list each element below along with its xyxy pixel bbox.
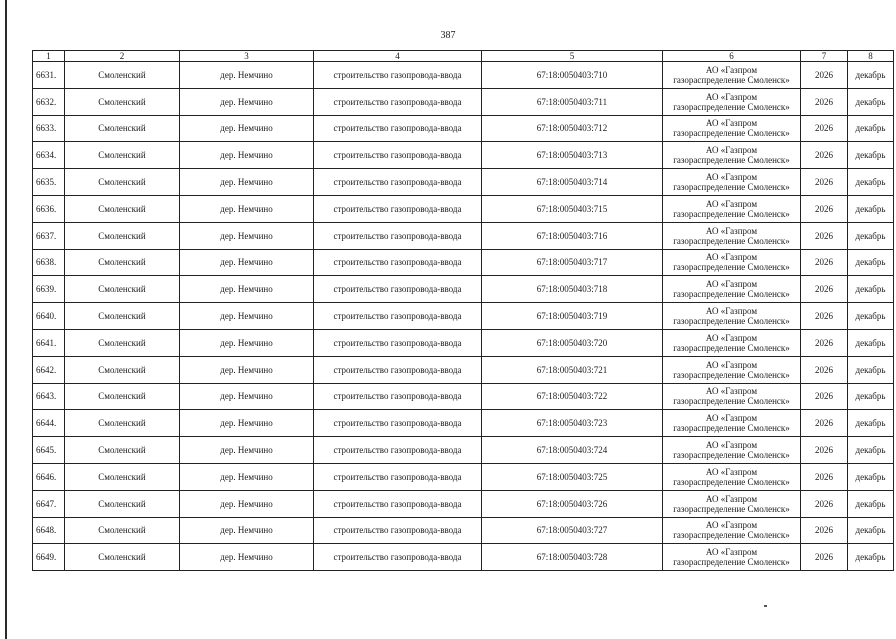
- table-row: [33, 463, 894, 490]
- district-cell: Смоленский: [65, 329, 180, 356]
- work-type-cell: строительство газопровода-ввода: [314, 437, 482, 464]
- row-number-cell: 6641.: [33, 329, 65, 356]
- organization-cell: [663, 222, 801, 249]
- table-row: [33, 410, 894, 437]
- cadastral-number-cell: 67:18:0050403:726: [482, 490, 663, 517]
- month-cell: декабрь: [848, 115, 894, 142]
- district-cell: Смоленский: [65, 356, 180, 383]
- cadastral-number-cell: 67:18:0050403:721: [482, 356, 663, 383]
- row-number-cell: 6640.: [33, 303, 65, 330]
- district-cell: Смоленский: [65, 544, 180, 571]
- month-cell: декабрь: [848, 169, 894, 196]
- month-cell: декабрь: [848, 195, 894, 222]
- month-cell: декабрь: [848, 490, 894, 517]
- month-cell: декабрь: [848, 544, 894, 571]
- district-cell: Смоленский: [65, 115, 180, 142]
- organization-line: АО «Газпром: [705, 64, 758, 75]
- year-cell: 2026: [801, 222, 848, 249]
- work-type-cell: строительство газопровода-ввода: [314, 383, 482, 410]
- cadastral-number-cell: 67:18:0050403:711: [482, 88, 663, 115]
- month-cell: декабрь: [848, 88, 894, 115]
- organization-line: газораспределение Смоленск»: [673, 557, 790, 568]
- page-number: 387: [440, 30, 456, 41]
- organization-cell: [663, 356, 801, 383]
- month-cell: декабрь: [848, 463, 894, 490]
- work-type-cell: строительство газопровода-ввода: [314, 195, 482, 222]
- organization-line: АО «Газпром: [705, 386, 758, 397]
- month-cell: декабрь: [848, 517, 894, 544]
- organization-line: АО «Газпром: [705, 118, 758, 129]
- locality-cell: дер. Немчино: [180, 222, 314, 249]
- column-header: 8: [848, 51, 894, 62]
- row-number-cell: 6648.: [33, 517, 65, 544]
- work-type-cell: строительство газопровода-ввода: [314, 142, 482, 169]
- organization-cell: [663, 517, 801, 544]
- work-type-cell: строительство газопровода-ввода: [314, 463, 482, 490]
- organization-cell: [663, 544, 801, 571]
- cadastral-number-cell: 67:18:0050403:718: [482, 276, 663, 303]
- locality-cell: дер. Немчино: [180, 356, 314, 383]
- year-cell: 2026: [801, 249, 848, 276]
- organization-cell: [663, 463, 801, 490]
- district-cell: Смоленский: [65, 195, 180, 222]
- district-cell: Смоленский: [65, 437, 180, 464]
- table-row: [33, 544, 894, 571]
- year-cell: 2026: [801, 437, 848, 464]
- column-header: 4: [314, 51, 482, 62]
- column-header: 5: [482, 51, 663, 62]
- organization-line: АО «Газпром: [705, 466, 758, 477]
- table-row: [33, 329, 894, 356]
- table-row: [33, 276, 894, 303]
- organization-line: газораспределение Смоленск»: [673, 101, 790, 112]
- row-number-cell: 6633.: [33, 115, 65, 142]
- organization-line: АО «Газпром: [705, 252, 758, 263]
- table-row: [33, 195, 894, 222]
- work-type-cell: строительство газопровода-ввода: [314, 169, 482, 196]
- district-cell: Смоленский: [65, 169, 180, 196]
- month-cell: декабрь: [848, 222, 894, 249]
- organization-line: газораспределение Смоленск»: [673, 342, 790, 353]
- cadastral-number-cell: 67:18:0050403:727: [482, 517, 663, 544]
- work-type-cell: строительство газопровода-ввода: [314, 544, 482, 571]
- work-type-cell: строительство газопровода-ввода: [314, 276, 482, 303]
- organization-line: газораспределение Смоленск»: [673, 74, 790, 85]
- work-type-cell: строительство газопровода-ввода: [314, 303, 482, 330]
- table-row: [33, 115, 894, 142]
- year-cell: 2026: [801, 195, 848, 222]
- year-cell: 2026: [801, 356, 848, 383]
- organization-cell: [663, 303, 801, 330]
- district-cell: Смоленский: [65, 517, 180, 544]
- organization-line: газораспределение Смоленск»: [673, 128, 790, 139]
- locality-cell: дер. Немчино: [180, 195, 314, 222]
- locality-cell: дер. Немчино: [180, 544, 314, 571]
- organization-line: газораспределение Смоленск»: [673, 476, 790, 487]
- organization-cell: [663, 88, 801, 115]
- cadastral-number-cell: 67:18:0050403:719: [482, 303, 663, 330]
- table-row: [33, 249, 894, 276]
- table-row: [33, 383, 894, 410]
- row-number-cell: 6639.: [33, 276, 65, 303]
- organization-line: АО «Газпром: [705, 413, 758, 424]
- month-cell: декабрь: [848, 329, 894, 356]
- table-header-row: [33, 51, 894, 62]
- cadastral-number-cell: 67:18:0050403:712: [482, 115, 663, 142]
- year-cell: 2026: [801, 276, 848, 303]
- organization-line: газораспределение Смоленск»: [673, 155, 790, 166]
- district-cell: Смоленский: [65, 383, 180, 410]
- work-type-cell: строительство газопровода-ввода: [314, 62, 482, 89]
- locality-cell: дер. Немчино: [180, 437, 314, 464]
- locality-cell: дер. Немчино: [180, 88, 314, 115]
- locality-cell: дер. Немчино: [180, 303, 314, 330]
- row-number-cell: 6649.: [33, 544, 65, 571]
- locality-cell: дер. Немчино: [180, 249, 314, 276]
- month-cell: декабрь: [848, 356, 894, 383]
- page-edge-line: [5, 0, 7, 639]
- organization-cell: [663, 276, 801, 303]
- locality-cell: дер. Немчино: [180, 410, 314, 437]
- table-row: [33, 169, 894, 196]
- work-type-cell: строительство газопровода-ввода: [314, 249, 482, 276]
- work-type-cell: строительство газопровода-ввода: [314, 356, 482, 383]
- year-cell: 2026: [801, 410, 848, 437]
- cadastral-number-cell: 67:18:0050403:723: [482, 410, 663, 437]
- organization-cell: [663, 410, 801, 437]
- year-cell: 2026: [801, 490, 848, 517]
- work-type-cell: строительство газопровода-ввода: [314, 222, 482, 249]
- locality-cell: дер. Немчино: [180, 142, 314, 169]
- cadastral-number-cell: 67:18:0050403:725: [482, 463, 663, 490]
- organization-cell: [663, 490, 801, 517]
- month-cell: декабрь: [848, 437, 894, 464]
- year-cell: 2026: [801, 383, 848, 410]
- locality-cell: дер. Немчино: [180, 383, 314, 410]
- month-cell: декабрь: [848, 410, 894, 437]
- month-cell: декабрь: [848, 383, 894, 410]
- organization-cell: [663, 169, 801, 196]
- row-number-cell: 6642.: [33, 356, 65, 383]
- cadastral-number-cell: 67:18:0050403:715: [482, 195, 663, 222]
- organization-line: АО «Газпром: [705, 198, 758, 209]
- district-cell: Смоленский: [65, 303, 180, 330]
- gas-pipeline-table: [32, 50, 894, 571]
- organization-line: АО «Газпром: [705, 225, 758, 236]
- organization-cell: [663, 437, 801, 464]
- year-cell: 2026: [801, 517, 848, 544]
- organization-line: АО «Газпром: [705, 359, 758, 370]
- district-cell: Смоленский: [65, 490, 180, 517]
- organization-line: АО «Газпром: [705, 332, 758, 343]
- organization-line: газораспределение Смоленск»: [673, 208, 790, 219]
- district-cell: Смоленский: [65, 276, 180, 303]
- organization-line: газораспределение Смоленск»: [673, 503, 790, 514]
- cadastral-number-cell: 67:18:0050403:716: [482, 222, 663, 249]
- organization-line: газораспределение Смоленск»: [673, 289, 790, 300]
- row-number-cell: 6638.: [33, 249, 65, 276]
- table-row: [33, 88, 894, 115]
- scan-speck: [764, 605, 767, 607]
- district-cell: Смоленский: [65, 249, 180, 276]
- organization-line: газораспределение Смоленск»: [673, 423, 790, 434]
- column-header: 3: [180, 51, 314, 62]
- organization-line: АО «Газпром: [705, 493, 758, 504]
- organization-line: газораспределение Смоленск»: [673, 316, 790, 327]
- year-cell: 2026: [801, 303, 848, 330]
- cadastral-number-cell: 67:18:0050403:722: [482, 383, 663, 410]
- column-header: 6: [663, 51, 801, 62]
- organization-line: газораспределение Смоленск»: [673, 530, 790, 541]
- year-cell: 2026: [801, 115, 848, 142]
- column-header: 2: [65, 51, 180, 62]
- organization-line: АО «Газпром: [705, 172, 758, 183]
- work-type-cell: строительство газопровода-ввода: [314, 115, 482, 142]
- organization-line: АО «Газпром: [705, 145, 758, 156]
- organization-cell: [663, 62, 801, 89]
- district-cell: Смоленский: [65, 410, 180, 437]
- row-number-cell: 6647.: [33, 490, 65, 517]
- organization-cell: [663, 115, 801, 142]
- cadastral-number-cell: 67:18:0050403:720: [482, 329, 663, 356]
- year-cell: 2026: [801, 329, 848, 356]
- organization-line: АО «Газпром: [705, 547, 758, 558]
- month-cell: декабрь: [848, 249, 894, 276]
- organization-line: АО «Газпром: [705, 306, 758, 317]
- organization-line: газораспределение Смоленск»: [673, 369, 790, 380]
- year-cell: 2026: [801, 142, 848, 169]
- locality-cell: дер. Немчино: [180, 276, 314, 303]
- locality-cell: дер. Немчино: [180, 517, 314, 544]
- organization-line: АО «Газпром: [705, 91, 758, 102]
- organization-line: газораспределение Смоленск»: [673, 182, 790, 193]
- month-cell: декабрь: [848, 62, 894, 89]
- locality-cell: дер. Немчино: [180, 62, 314, 89]
- row-number-cell: 6637.: [33, 222, 65, 249]
- organization-line: газораспределение Смоленск»: [673, 450, 790, 461]
- table-row: [33, 303, 894, 330]
- organization-line: АО «Газпром: [705, 520, 758, 531]
- organization-cell: [663, 329, 801, 356]
- table-row: [33, 356, 894, 383]
- cadastral-number-cell: 67:18:0050403:717: [482, 249, 663, 276]
- locality-cell: дер. Немчино: [180, 329, 314, 356]
- table-row: [33, 517, 894, 544]
- row-number-cell: 6644.: [33, 410, 65, 437]
- row-number-cell: 6646.: [33, 463, 65, 490]
- year-cell: 2026: [801, 544, 848, 571]
- column-header: 1: [33, 51, 65, 62]
- district-cell: Смоленский: [65, 463, 180, 490]
- work-type-cell: строительство газопровода-ввода: [314, 490, 482, 517]
- cadastral-number-cell: 67:18:0050403:713: [482, 142, 663, 169]
- month-cell: декабрь: [848, 142, 894, 169]
- cadastral-number-cell: 67:18:0050403:724: [482, 437, 663, 464]
- locality-cell: дер. Немчино: [180, 115, 314, 142]
- organization-line: газораспределение Смоленск»: [673, 235, 790, 246]
- organization-cell: [663, 249, 801, 276]
- cadastral-number-cell: 67:18:0050403:714: [482, 169, 663, 196]
- table-row: [33, 222, 894, 249]
- organization-cell: [663, 195, 801, 222]
- cadastral-number-cell: 67:18:0050403:728: [482, 544, 663, 571]
- locality-cell: дер. Немчино: [180, 169, 314, 196]
- row-number-cell: 6643.: [33, 383, 65, 410]
- row-number-cell: 6636.: [33, 195, 65, 222]
- row-number-cell: 6645.: [33, 437, 65, 464]
- row-number-cell: 6631.: [33, 62, 65, 89]
- organization-line: АО «Газпром: [705, 279, 758, 290]
- work-type-cell: строительство газопровода-ввода: [314, 88, 482, 115]
- year-cell: 2026: [801, 463, 848, 490]
- organization-line: газораспределение Смоленск»: [673, 396, 790, 407]
- table-row: [33, 437, 894, 464]
- row-number-cell: 6635.: [33, 169, 65, 196]
- district-cell: Смоленский: [65, 62, 180, 89]
- table-row: [33, 62, 894, 89]
- row-number-cell: 6632.: [33, 88, 65, 115]
- year-cell: 2026: [801, 169, 848, 196]
- month-cell: декабрь: [848, 303, 894, 330]
- district-cell: Смоленский: [65, 222, 180, 249]
- column-header: 7: [801, 51, 848, 62]
- table-row: [33, 142, 894, 169]
- year-cell: 2026: [801, 88, 848, 115]
- locality-cell: дер. Немчино: [180, 490, 314, 517]
- locality-cell: дер. Немчино: [180, 463, 314, 490]
- year-cell: 2026: [801, 62, 848, 89]
- work-type-cell: строительство газопровода-ввода: [314, 329, 482, 356]
- work-type-cell: строительство газопровода-ввода: [314, 517, 482, 544]
- row-number-cell: 6634.: [33, 142, 65, 169]
- organization-cell: [663, 142, 801, 169]
- organization-line: газораспределение Смоленск»: [673, 262, 790, 273]
- month-cell: декабрь: [848, 276, 894, 303]
- cadastral-number-cell: 67:18:0050403:710: [482, 62, 663, 89]
- table-row: [33, 490, 894, 517]
- district-cell: Смоленский: [65, 88, 180, 115]
- organization-cell: [663, 383, 801, 410]
- work-type-cell: строительство газопровода-ввода: [314, 410, 482, 437]
- organization-line: АО «Газпром: [705, 440, 758, 451]
- district-cell: Смоленский: [65, 142, 180, 169]
